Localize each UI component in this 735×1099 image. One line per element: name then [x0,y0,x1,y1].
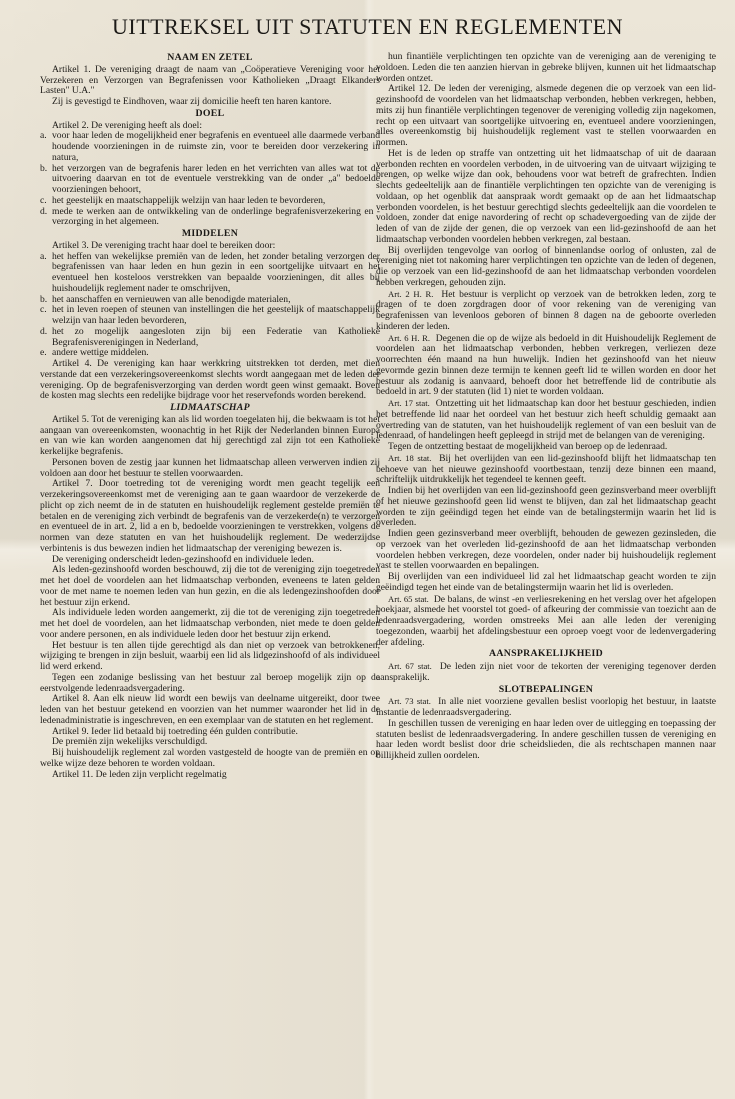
section-heading: DOEL [195,107,225,119]
list-item-text: het geestelijk en maatschappelijk welzijn van haar leden te bevorderen, [52,194,326,206]
article-text: De leden zijn niet voor de tekorten der vereniging tegenover derden aansprakelijk. [376,661,716,683]
paragraph: Bij overlijden tengevolge van oorlog of binnenlandse oorlog of onlusten, zal de vereniging niet tot nakoming harer verplichtingen ten opzichte van de leden of degenen, die op verzoek van een lid-gezinshoofd de aan het lidmaatschap verbonden voordelen hebben verkregen, gehouden zijn. [376,244,716,288]
paragraph: In geschillen tussen de vereniging en haar leden over de uitlegging en toepassing der statuten beslist de ledenraadsvergadering. In andere geschillen tussen de vereniging en haar leden wordt beslist door drie scheidslieden, die als rechtschapen mannen naar billijkheid zullen oordelen. [376,717,716,761]
article-text: Het bestuur is verplicht op verzoek van de betrokken leden, zorg te dragen of te doen zorgdragen door of voor rekening van de vereniging van begrafenissen van levenloos geboren of binnen 8 dagen na de geboorte overleden kinderen der leden. [376,288,716,332]
list-item [40,207,380,229]
list-item [40,252,380,295]
list-marker: d. [40,325,48,337]
list-item-text: het zo mogelijk aangesloten zijn bij een Federatie van Katholieke Begrafenisverenigingen in Nederland, [52,325,380,348]
section-heading: AANSPRAKELIJKHEID [489,648,603,660]
list-item-text: het heffen van wekelijkse premiën van de leden, het zonder betaling verzorgen der begrafenissen van haar leden en hun gezin in een soortgelijke uitvaart en het eventueel hen kosteloos verstrekken van bepaalde voorzieningen, dit alles bij huishoudelijk reglement nader te omschrijven, [52,250,380,294]
article-text: De balans, de winst -en verliesrekening en het verslag over het afgelopen boekjaar, alsmede het voorstel tot goed- of afkeuring der commissie van toezicht aan de ledenraadsvergadering, worden omstreeks Mei aan alle leden der vereniging toegezonden, waarbij het afdelingsbestuur een oproep voegt voor de ledenvergadering der afdeling. [376,593,716,648]
article-text: Degenen die op de wijze als bedoeld in dit Huishoudelijk Reglement de voordelen aan het lidmaatschap verbonden, hebben verkregen, verliezen deze voorrechten één maand na hun huwelijk. Indien het gezinshoofd van het nieuw gevormde gezin binnen deze termijn te kennen geeft lid te willen worden en door het bestuur als zodanig is aanvaard, behoeft door het betreffende lid de contributie als bedoeld in art. 9 der statuten (lid 1) niet te worden voldaan. [376,332,716,398]
list-marker: b. [40,293,48,305]
paragraph: De vereniging onderscheidt leden-gezinshoofd en individuele leden. [52,553,314,565]
article-paragraph [376,289,716,333]
list-item-text: het in leven roepen of steunen van instellingen die het geestelijk of maatschappelijk welzijn van haar leden bevorderen, [52,304,380,326]
list-item-text: het verzorgen van de begrafenis harer leden en het verrichten van alles wat tot de uitvoering daarvan en tot de eventuele verstrekking van de onder „a" bedoelde voorzieningen behoort, [52,162,380,195]
section-heading: NAAM EN ZETEL [167,52,253,63]
left-column [40,52,380,1092]
list-item-text: het aanschaffen en vernieuwen van alle benodigde materialen, [52,293,291,305]
paragraph: hun finantiële verplichtingen ten opzichte van de vereniging aan de vereniging te voldoen. Leden die ten aanzien hiervan in gebreke blijven, kunnen uit het lidmaatschap worden ontzet. [376,52,716,84]
list-item [40,164,380,196]
paragraph: Als leden-gezinshoofd worden beschouwd, zij die tot de vereniging zijn toegetreden met het doel de voordelen aan het lidmaatschap verbonden, eveneens te laten gelden voor de met name te noemen leden van hun gezin, en die als ledengezinshoofden door het bestuur zijn erkend. [40,564,380,608]
paragraph: Artikel 2. De vereniging heeft als doel: [52,119,202,131]
paragraph: Personen boven de zestig jaar kunnen het lidmaatschap alleen verwerven indien zij voldoen aan door het bestuur te stellen voorwaarden. [40,456,380,479]
paragraph: Tegen de ontzetting bestaat de mogelijkheid van beroep op de ledenraad. [388,441,668,452]
list-marker: a. [40,250,47,262]
article-reference: Art. 67 stat. [388,661,432,671]
paragraph: Als individuele leden worden aangemerkt, zij die tot de vereniging zijn toegetreden met het doel de voordelen, aan het lidmaatschap verbonden, niet mede te doen gelden voor andere personen, en als individuele leden door het bestuur zijn erkend. [40,607,380,640]
list-marker: e. [40,347,47,359]
article-paragraph [376,453,716,486]
list-item-text: andere wettige middelen. [52,347,149,359]
article-paragraph [376,333,716,399]
list-item-text: mede te werken aan de ontwikkeling van de onderlinge begrafenisverzekering en -verzorging in het algemeen. [52,205,380,228]
article-paragraph [376,398,716,442]
paragraph: Indien bij het overlijden van een lid-gezinshoofd geen gezinsverband meer overblijft of het nieuwe gezinshoofd geen lid wenst te blijven, dan zal het lidmaatschap geacht worden te zijn geëindigd tegen het einde van de betalingstermijn waarin het lid is overleden. [376,485,716,529]
article-reference: Art. 18 stat. [388,452,432,463]
article-reference: Art. 2 H. R. [388,288,434,299]
paragraph: Artikel 8. Aan elk nieuw lid wordt een bewijs van deelname uitgereikt, door twee leden van het bestuur getekend en voorzien van het nummer waaronder het lid in de ledenadministratie is ingeschreven, en een exemplaar van de statuten en het reglement. [40,693,380,726]
list-item-text: voor haar leden de mogelijkheid ener begrafenis en eventueel alle daarmede verband houdende voorzieningen in de ruimste zin, voor te bereiden door verzekering in natura, [52,130,380,163]
paragraph: Artikel 11. De leden zijn verplicht regelmatig [52,768,227,780]
list-item [40,327,380,349]
paragraph: Het bestuur is ten allen tijde gerechtigd als dan niet op verzoek van betrokkenen, wijziging te brengen in zijn besluit, waarbij een lid als lidgezinshoofd of als individueel lid werd erkend. [40,639,380,672]
article-reference: Art. 17 stat. [388,398,430,408]
article-text: Ontzetting uit het lidmaatschap kan door het bestuur geschieden, indien het betreffende lid naar het oordeel van het bestuur zich heeft schuldig gemaakt aan overtreding van de statuten, van het huishoudelijk reglement of van een besluit van de ledenraad, of handelingen heeft gepleegd in strijd met de belangen van de vereniging. [376,398,716,442]
paragraph: De premiën zijn wekelijks verschuldigd. [52,736,208,748]
paragraph: Artikel 3. De vereniging tracht haar doel te bereiken door: [52,239,276,251]
paragraph: Zij is gevestigd te Eindhoven, waar zij domicilie heeft ten haren kantore. [52,96,332,107]
article-reference: Art. 6 H. R. [388,332,430,343]
right-column [376,52,716,1092]
paragraph: Artikel 4. De vereniging kan haar werkkring uitstrekken tot derden, met dien verstande dat een verzekeringsovereenkomst slechts wordt aangegaan met de leden der vereniging. Op de begrafenisverzorging van derden wordt geen winst gemaakt. Boven de kosten mag slechts een redelijke bijdrage voor het reservefonds worden berekend. [40,358,380,402]
document-title: UITTREKSEL UIT STATUTEN EN REGLEMENTEN [112,14,623,39]
article-text: Bij het overlijden van een lid-gezinshoofd blijft het lidmaatschap ten behoeve van het nieuwe gezinshoofd voortbestaan, tenzij deze binnen een maand, schriftelijk uitdrukkelijk het tegendeel te kennen geeft. [376,452,716,486]
paragraph: Artikel 5. Tot de vereniging kan als lid worden toegelaten hij, die bekwaam is tot het aangaan van overeenkomsten, woonachtig in het Rijk der Nederlanden binnen Europa en van wie kan worden aangenomen dat hij gerechtigd zal zijn tot een Katholieke kerkelijke begrafenis. [40,413,380,457]
list-marker: c. [40,304,47,316]
paragraph: Artikel 1. De vereniging draagt de naam van „Coöperatieve Vereniging voor het Verzekeren en Verzorgen van Begrafenissen voor Katholieken „Draagt Elkanders Lasten" U.A." [40,63,380,97]
paragraph: Indien geen gezinsverband meer overblijft, behouden de gewezen gezinsleden, die op verzoek van het overleden lid-gezinshoofd de aan het lidmaatschap verbonden voordelen hebben verkregen, deze voordelen, onder nader bij huishoudelijk reglement vast te stellen voorwaarden en bepalingen. [376,528,716,572]
section-heading: SLOTBEPALINGEN [498,683,594,695]
paragraph: Het is de leden op straffe van ontzetting uit het lidmaatschap of uit de daaraan verbonden rechten en voordelen verboden, in de uitvoering van de uitvaart wijziging te brengen, op welke wijze dan ook, behoudens voor wat betreft de grafrechten. Indien slechts gedeeltelijk aan de finantiële verplichtingen ten opzichte van de vereniging is voldaan, op het ogenblik dat aanspraak wordt gemaakt op de aan het lidmaatschap verbonden voordelen, is het bestuur gerechtigd slechts gedeeltelijk aan die voordelen te voldoen, zonder dat enige navordering of recht op schadevergoeding van de zijde der leden of van de zijde der genen, die op verzoek van een lid-gezinshoofd de aan het lidmaatschap verbonden voordelen hebben verkregen, zal bestaan. [376,147,716,245]
list-item [40,305,380,327]
list-marker: d. [40,205,48,217]
list-marker: c. [40,194,47,206]
section-heading: MIDDELEN [181,228,239,239]
article-reference: Art. 73 stat. [388,696,431,707]
list-marker: b. [40,162,48,174]
section-heading: LIDMAATSCHAP [170,402,250,413]
list-item [40,131,380,163]
article-text: In alle niet voorziene gevallen beslist voorlopig het bestuur, in laatste instantie de ledenraadsvergadering. [376,696,716,718]
paragraph: Artikel 7. Door toetreding tot de vereniging wordt men geacht tegelijk een verzekeringsovereenkomst met de vereniging aan te gaan waardoor de verzekerde de plicht op zich neemt de in de statuten en huishoudelijk reglement gestelde premiën te betalen en de vereniging zich verbindt de begrafenis van de verzekerde(n) te verzorgen en eventueel de in art. 2, lid a en b, bedoelde voorzieningen te verstrekken, volgens de normen van deze statuten en van het huishoudelijk reglement. De wederzijdse verbintenis is dus bewezen indien het lidmaatschap der vereniging bewezen is. [40,478,380,554]
article-paragraph [376,594,716,649]
article-reference: Art. 65 stat. [388,593,429,604]
list-marker: a. [40,130,47,142]
paragraph: Bij overlijden van een individueel lid zal het lidmaatschap geacht worden te zijn geëindigd tegen het einde van de betalingstermijn waarin het lid is overleden. [376,571,716,593]
paragraph: Bij huishoudelijk reglement zal worden vastgesteld de hoogte van de premiën en op welke wijze deze behoren te worden voldaan. [40,747,380,769]
paragraph: Artikel 9. Ieder lid betaald bij toetreding één gulden contributie. [52,725,298,737]
article-paragraph [376,661,716,684]
paragraph: Tegen een zodanige beslissing van het bestuur zal beroep mogelijk zijn op de eerstvolgende ledenraadsvergadering. [40,671,380,694]
list-item [40,196,380,207]
paragraph: Artikel 12. De leden der vereniging, alsmede degenen die op verzoek van een lid-gezinshoofd de voordelen van het lidmaatschap verbonden, hebben verkregen, hebben, mits zij hun finantiële verplichtingen tegenover de vereniging volledig zijn nagekomen, recht op een uitvaart van soortgelijke uitvoering en, eventueel andere voorzieningen, alles overeenkomstig bij huishoudelijk reglement vast te stellen voorwaarden en normen. [376,83,716,148]
article-paragraph [376,696,716,719]
